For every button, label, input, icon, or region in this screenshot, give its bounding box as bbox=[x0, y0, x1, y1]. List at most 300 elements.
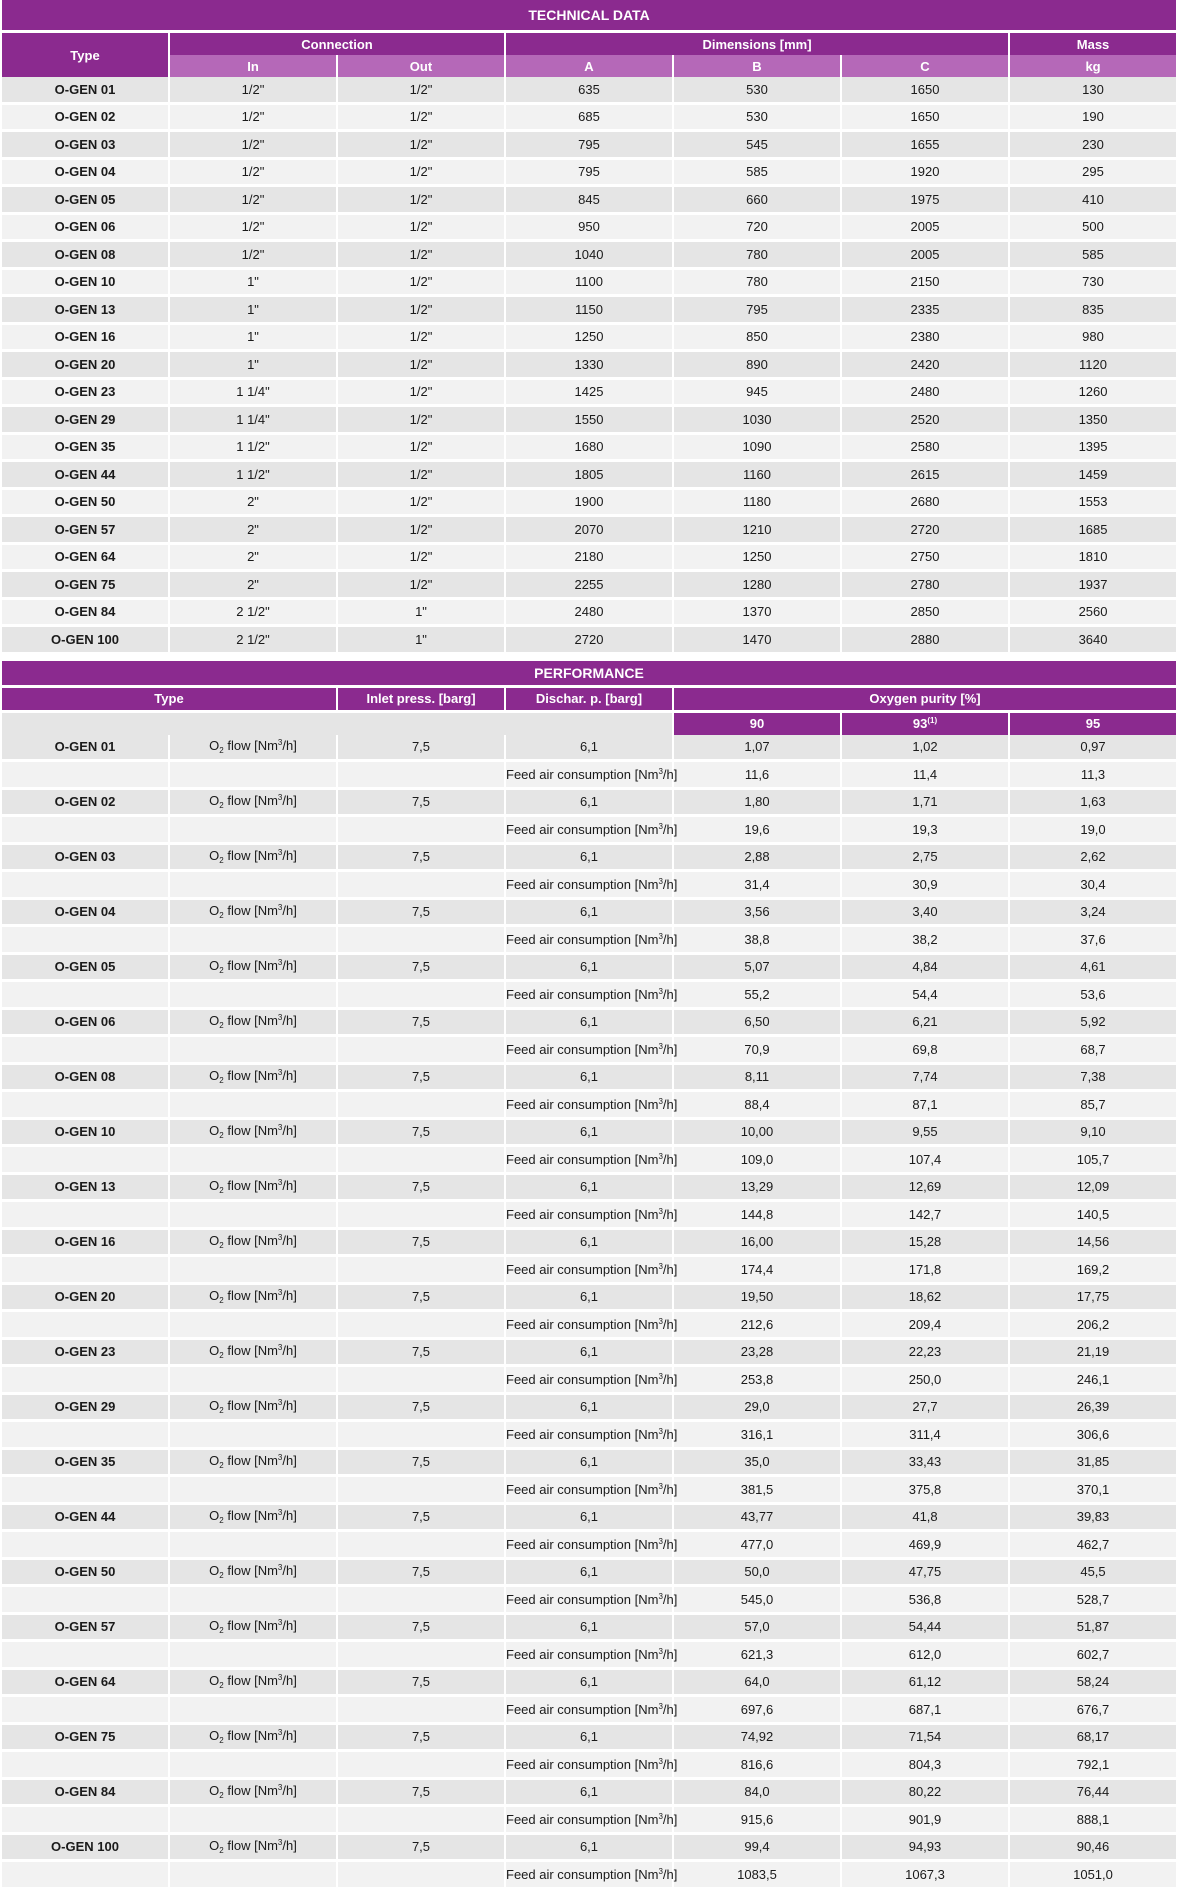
empty-cell bbox=[2, 1532, 168, 1557]
o2-flow-label: $O_2$ flow [Nm$^3$/h] bbox=[170, 1010, 336, 1035]
perf-type-cell: O-GEN 08 bbox=[2, 1065, 168, 1090]
empty-cell bbox=[2, 1257, 168, 1282]
o2-value-cell: 99,4 bbox=[674, 1835, 840, 1860]
table-row bbox=[2, 1175, 1176, 1200]
c-cell: 2480 bbox=[842, 380, 1008, 405]
o2-value-cell: 64,0 bbox=[674, 1670, 840, 1695]
type-cell: O-GEN 100 bbox=[2, 627, 168, 652]
o2-value-cell: 3,24 bbox=[1010, 900, 1176, 925]
empty-cell bbox=[170, 1532, 336, 1557]
in-cell: 1/2" bbox=[170, 77, 336, 102]
o2-flow-label: $O_2$ flow [Nm$^3$/h] bbox=[170, 1285, 336, 1310]
o2-value-cell: 61,12 bbox=[842, 1670, 1008, 1695]
o2-value-cell: 47,75 bbox=[842, 1560, 1008, 1585]
table-row bbox=[2, 1807, 1176, 1832]
feed-value-cell: 209,4 bbox=[842, 1312, 1008, 1337]
o2-value-cell: 41,8 bbox=[842, 1505, 1008, 1530]
type-cell: O-GEN 04 bbox=[2, 160, 168, 185]
in-cell: 2" bbox=[170, 545, 336, 570]
perf-type-cell: O-GEN 20 bbox=[2, 1285, 168, 1310]
empty-cell bbox=[338, 1037, 504, 1062]
a-cell: 845 bbox=[506, 187, 672, 212]
out-cell: 1/2" bbox=[338, 242, 504, 267]
discharge-cell: 6,1 bbox=[506, 1835, 672, 1860]
feed-air-label: Feed air consumption [Nm$^3$/h] bbox=[506, 927, 672, 952]
o2-value-cell: 33,43 bbox=[842, 1450, 1008, 1475]
table-row bbox=[2, 1450, 1176, 1475]
mass-cell: 1260 bbox=[1010, 380, 1176, 405]
table-row bbox=[2, 1780, 1176, 1805]
feed-value-cell: 19,6 bbox=[674, 817, 840, 842]
perf-type-cell: O-GEN 35 bbox=[2, 1450, 168, 1475]
o2-value-cell: 39,83 bbox=[1010, 1505, 1176, 1530]
perf-type-cell: O-GEN 04 bbox=[2, 900, 168, 925]
empty-cell bbox=[170, 1587, 336, 1612]
perf-type-cell: O-GEN 16 bbox=[2, 1230, 168, 1255]
empty-cell bbox=[338, 762, 504, 787]
table-row bbox=[2, 845, 1176, 870]
feed-value-cell: 621,3 bbox=[674, 1642, 840, 1667]
performance-title: PERFORMANCE bbox=[2, 661, 1176, 685]
table-row bbox=[2, 1505, 1176, 1530]
discharge-cell: 6,1 bbox=[506, 735, 672, 760]
feed-air-label: Feed air consumption [Nm$^3$/h] bbox=[506, 1642, 672, 1667]
mass-cell: 410 bbox=[1010, 187, 1176, 212]
o2-flow-label: $O_2$ flow [Nm$^3$/h] bbox=[170, 1340, 336, 1365]
table-row bbox=[2, 1147, 1176, 1172]
mass-cell: 1350 bbox=[1010, 407, 1176, 432]
a-cell: 1805 bbox=[506, 462, 672, 487]
o2-value-cell: 43,77 bbox=[674, 1505, 840, 1530]
o2-value-cell: 54,44 bbox=[842, 1615, 1008, 1640]
empty-cell bbox=[2, 817, 168, 842]
o2-flow-label: $O_2$ flow [Nm$^3$/h] bbox=[170, 1395, 336, 1420]
inlet-cell: 7,5 bbox=[338, 1670, 504, 1695]
c-cell: 1920 bbox=[842, 160, 1008, 185]
in-cell: 1/2" bbox=[170, 215, 336, 240]
o2-value-cell: 29,0 bbox=[674, 1395, 840, 1420]
inlet-cell: 7,5 bbox=[338, 1615, 504, 1640]
o2-value-cell: 68,17 bbox=[1010, 1725, 1176, 1750]
feed-value-cell: 11,4 bbox=[842, 762, 1008, 787]
discharge-cell: 6,1 bbox=[506, 1285, 672, 1310]
table-row bbox=[2, 1835, 1176, 1860]
b-cell: 720 bbox=[674, 215, 840, 240]
table-row bbox=[2, 600, 1176, 625]
table-row bbox=[2, 545, 1176, 570]
b-cell: 1470 bbox=[674, 627, 840, 652]
type-cell: O-GEN 44 bbox=[2, 462, 168, 487]
perf-type-cell: O-GEN 13 bbox=[2, 1175, 168, 1200]
table-row bbox=[2, 927, 1176, 952]
empty-cell bbox=[170, 872, 336, 897]
table-row bbox=[2, 1010, 1176, 1035]
table-row bbox=[2, 1037, 1176, 1062]
feed-air-label: Feed air consumption [Nm$^3$/h] bbox=[506, 1697, 672, 1722]
a-cell: 2180 bbox=[506, 545, 672, 570]
o2-value-cell: 7,74 bbox=[842, 1065, 1008, 1090]
feed-value-cell: 536,8 bbox=[842, 1587, 1008, 1612]
empty-cell bbox=[170, 1312, 336, 1337]
feed-value-cell: 87,1 bbox=[842, 1092, 1008, 1117]
feed-value-cell: 687,1 bbox=[842, 1697, 1008, 1722]
table-row bbox=[2, 462, 1176, 487]
table-row bbox=[2, 900, 1176, 925]
empty-cell bbox=[170, 762, 336, 787]
o2-value-cell: 12,69 bbox=[842, 1175, 1008, 1200]
c-cell: 2680 bbox=[842, 490, 1008, 515]
table-row bbox=[2, 1532, 1176, 1557]
perf-type-cell: O-GEN 75 bbox=[2, 1725, 168, 1750]
table-row bbox=[2, 352, 1176, 377]
feed-value-cell: 30,4 bbox=[1010, 872, 1176, 897]
table-row bbox=[2, 1367, 1176, 1392]
a-cell: 2255 bbox=[506, 572, 672, 597]
table-row bbox=[2, 1257, 1176, 1282]
feed-air-label: Feed air consumption [Nm$^3$/h] bbox=[506, 817, 672, 842]
empty-cell bbox=[170, 927, 336, 952]
type-cell: O-GEN 10 bbox=[2, 270, 168, 295]
o2-flow-label: $O_2$ flow [Nm$^3$/h] bbox=[170, 1560, 336, 1585]
feed-value-cell: 169,2 bbox=[1010, 1257, 1176, 1282]
c-cell: 2880 bbox=[842, 627, 1008, 652]
o2-value-cell: 1,80 bbox=[674, 790, 840, 815]
out-cell: 1/2" bbox=[338, 270, 504, 295]
table-row bbox=[2, 325, 1176, 350]
discharge-cell: 6,1 bbox=[506, 1230, 672, 1255]
type-cell: O-GEN 06 bbox=[2, 215, 168, 240]
feed-value-cell: 545,0 bbox=[674, 1587, 840, 1612]
out-cell: 1/2" bbox=[338, 297, 504, 322]
o2-value-cell: 1,02 bbox=[842, 735, 1008, 760]
feed-air-label: Feed air consumption [Nm$^3$/h] bbox=[506, 1202, 672, 1227]
table-row bbox=[2, 297, 1176, 322]
empty-cell bbox=[170, 1147, 336, 1172]
inlet-cell: 7,5 bbox=[338, 1835, 504, 1860]
table-row bbox=[2, 270, 1176, 295]
feed-value-cell: 306,6 bbox=[1010, 1422, 1176, 1447]
feed-value-cell: 31,4 bbox=[674, 872, 840, 897]
o2-value-cell: 2,62 bbox=[1010, 845, 1176, 870]
empty-cell bbox=[2, 1092, 168, 1117]
o2-value-cell: 26,39 bbox=[1010, 1395, 1176, 1420]
empty-cell bbox=[338, 1092, 504, 1117]
o2-value-cell: 74,92 bbox=[674, 1725, 840, 1750]
o2-value-cell: 5,07 bbox=[674, 955, 840, 980]
perf-inlet-header: Inlet press. [barg] bbox=[338, 688, 504, 710]
empty-cell bbox=[338, 927, 504, 952]
o2-value-cell: 94,93 bbox=[842, 1835, 1008, 1860]
feed-air-label: Feed air consumption [Nm$^3$/h] bbox=[506, 1092, 672, 1117]
perf-type-cell: O-GEN 06 bbox=[2, 1010, 168, 1035]
perf-type-header: Type bbox=[2, 688, 336, 710]
o2-value-cell: 31,85 bbox=[1010, 1450, 1176, 1475]
out-cell: 1/2" bbox=[338, 545, 504, 570]
feed-value-cell: 477,0 bbox=[674, 1532, 840, 1557]
inlet-cell: 7,5 bbox=[338, 1175, 504, 1200]
o2-flow-label: $O_2$ flow [Nm$^3$/h] bbox=[170, 1505, 336, 1530]
out-cell: 1/2" bbox=[338, 77, 504, 102]
table-row bbox=[2, 572, 1176, 597]
empty-cell bbox=[170, 817, 336, 842]
col-c-header: C bbox=[842, 55, 1008, 77]
feed-value-cell: 30,9 bbox=[842, 872, 1008, 897]
feed-value-cell: 69,8 bbox=[842, 1037, 1008, 1062]
discharge-cell: 6,1 bbox=[506, 1395, 672, 1420]
perf-type-cell: O-GEN 02 bbox=[2, 790, 168, 815]
b-cell: 545 bbox=[674, 132, 840, 157]
mass-cell: 190 bbox=[1010, 105, 1176, 130]
empty-cell bbox=[338, 1862, 504, 1887]
technical-data-title: TECHNICAL DATA bbox=[2, 0, 1176, 30]
discharge-cell: 6,1 bbox=[506, 1670, 672, 1695]
empty-cell bbox=[2, 1697, 168, 1722]
discharge-cell: 6,1 bbox=[506, 1175, 672, 1200]
feed-value-cell: 53,6 bbox=[1010, 982, 1176, 1007]
feed-value-cell: 697,6 bbox=[674, 1697, 840, 1722]
technical-data-table bbox=[0, 0, 1178, 655]
col-dimensions-header: Dimensions [mm] bbox=[506, 33, 1008, 55]
col-type-header: Type bbox=[2, 33, 168, 77]
feed-value-cell: 311,4 bbox=[842, 1422, 1008, 1447]
empty-cell bbox=[2, 1862, 168, 1887]
out-cell: 1/2" bbox=[338, 462, 504, 487]
col-b-header: B bbox=[674, 55, 840, 77]
empty-cell bbox=[170, 1807, 336, 1832]
feed-value-cell: 250,0 bbox=[842, 1367, 1008, 1392]
in-cell: 1" bbox=[170, 352, 336, 377]
a-cell: 1425 bbox=[506, 380, 672, 405]
o2-flow-label: $O_2$ flow [Nm$^3$/h] bbox=[170, 1065, 336, 1090]
inlet-cell: 7,5 bbox=[338, 790, 504, 815]
b-cell: 1280 bbox=[674, 572, 840, 597]
o2-value-cell: 80,22 bbox=[842, 1780, 1008, 1805]
table-row bbox=[2, 132, 1176, 157]
o2-value-cell: 3,56 bbox=[674, 900, 840, 925]
o2-value-cell: 1,63 bbox=[1010, 790, 1176, 815]
feed-value-cell: 11,6 bbox=[674, 762, 840, 787]
in-cell: 1" bbox=[170, 270, 336, 295]
empty-cell bbox=[338, 982, 504, 1007]
type-cell: O-GEN 13 bbox=[2, 297, 168, 322]
b-cell: 890 bbox=[674, 352, 840, 377]
empty-cell bbox=[2, 762, 168, 787]
in-cell: 2" bbox=[170, 517, 336, 542]
o2-flow-label: $O_2$ flow [Nm$^3$/h] bbox=[170, 790, 336, 815]
a-cell: 2070 bbox=[506, 517, 672, 542]
empty-cell bbox=[338, 1807, 504, 1832]
table-row bbox=[2, 1312, 1176, 1337]
mass-cell: 1395 bbox=[1010, 435, 1176, 460]
feed-value-cell: 142,7 bbox=[842, 1202, 1008, 1227]
perf-subheader-blank bbox=[2, 713, 672, 735]
empty-cell bbox=[2, 982, 168, 1007]
out-cell: 1/2" bbox=[338, 215, 504, 240]
feed-value-cell: 462,7 bbox=[1010, 1532, 1176, 1557]
inlet-cell: 7,5 bbox=[338, 1120, 504, 1145]
o2-value-cell: 4,84 bbox=[842, 955, 1008, 980]
perf-purity-header: Oxygen purity [%] bbox=[674, 688, 1176, 710]
feed-value-cell: 38,2 bbox=[842, 927, 1008, 952]
c-cell: 2150 bbox=[842, 270, 1008, 295]
feed-value-cell: 140,5 bbox=[1010, 1202, 1176, 1227]
table-row bbox=[2, 1340, 1176, 1365]
col-connection-header: Connection bbox=[170, 33, 504, 55]
feed-value-cell: 901,9 bbox=[842, 1807, 1008, 1832]
table-row bbox=[2, 1285, 1176, 1310]
perf-type-cell: O-GEN 29 bbox=[2, 1395, 168, 1420]
c-cell: 2335 bbox=[842, 297, 1008, 322]
feed-value-cell: 792,1 bbox=[1010, 1752, 1176, 1777]
inlet-cell: 7,5 bbox=[338, 845, 504, 870]
mass-cell: 295 bbox=[1010, 160, 1176, 185]
in-cell: 2" bbox=[170, 490, 336, 515]
feed-value-cell: 174,4 bbox=[674, 1257, 840, 1282]
o2-value-cell: 3,40 bbox=[842, 900, 1008, 925]
feed-air-label: Feed air consumption [Nm$^3$/h] bbox=[506, 1477, 672, 1502]
discharge-cell: 6,1 bbox=[506, 1615, 672, 1640]
empty-cell bbox=[338, 1752, 504, 1777]
discharge-cell: 6,1 bbox=[506, 900, 672, 925]
empty-cell bbox=[170, 982, 336, 1007]
empty-cell bbox=[2, 872, 168, 897]
o2-flow-label: $O_2$ flow [Nm$^3$/h] bbox=[170, 1725, 336, 1750]
b-cell: 1180 bbox=[674, 490, 840, 515]
empty-cell bbox=[338, 1477, 504, 1502]
feed-value-cell: 469,9 bbox=[842, 1532, 1008, 1557]
feed-value-cell: 206,2 bbox=[1010, 1312, 1176, 1337]
a-cell: 1040 bbox=[506, 242, 672, 267]
type-cell: O-GEN 01 bbox=[2, 77, 168, 102]
b-cell: 530 bbox=[674, 105, 840, 130]
empty-cell bbox=[338, 1697, 504, 1722]
o2-value-cell: 84,0 bbox=[674, 1780, 840, 1805]
feed-value-cell: 70,9 bbox=[674, 1037, 840, 1062]
o2-value-cell: 2,75 bbox=[842, 845, 1008, 870]
inlet-cell: 7,5 bbox=[338, 1505, 504, 1530]
col-in-header: In bbox=[170, 55, 336, 77]
table-row bbox=[2, 1670, 1176, 1695]
table-row bbox=[2, 1587, 1176, 1612]
type-cell: O-GEN 20 bbox=[2, 352, 168, 377]
inlet-cell: 7,5 bbox=[338, 1010, 504, 1035]
feed-value-cell: 107,4 bbox=[842, 1147, 1008, 1172]
a-cell: 685 bbox=[506, 105, 672, 130]
c-cell: 1655 bbox=[842, 132, 1008, 157]
feed-air-label: Feed air consumption [Nm$^3$/h] bbox=[506, 1807, 672, 1832]
feed-air-label: Feed air consumption [Nm$^3$/h] bbox=[506, 1532, 672, 1557]
in-cell: 1 1/2" bbox=[170, 435, 336, 460]
feed-value-cell: 375,8 bbox=[842, 1477, 1008, 1502]
feed-value-cell: 171,8 bbox=[842, 1257, 1008, 1282]
empty-cell bbox=[338, 872, 504, 897]
feed-value-cell: 88,4 bbox=[674, 1092, 840, 1117]
feed-value-cell: 370,1 bbox=[1010, 1477, 1176, 1502]
a-cell: 1100 bbox=[506, 270, 672, 295]
o2-flow-label: $O_2$ flow [Nm$^3$/h] bbox=[170, 1835, 336, 1860]
type-cell: O-GEN 05 bbox=[2, 187, 168, 212]
b-cell: 1210 bbox=[674, 517, 840, 542]
feed-air-label: Feed air consumption [Nm$^3$/h] bbox=[506, 1752, 672, 1777]
out-cell: 1/2" bbox=[338, 187, 504, 212]
out-cell: 1/2" bbox=[338, 352, 504, 377]
table-row bbox=[2, 215, 1176, 240]
feed-air-label: Feed air consumption [Nm$^3$/h] bbox=[506, 1147, 672, 1172]
table-row bbox=[2, 242, 1176, 267]
perf-type-cell: O-GEN 01 bbox=[2, 735, 168, 760]
o2-flow-label: $O_2$ flow [Nm$^3$/h] bbox=[170, 1450, 336, 1475]
out-cell: 1/2" bbox=[338, 435, 504, 460]
o2-value-cell: 16,00 bbox=[674, 1230, 840, 1255]
table-row bbox=[2, 490, 1176, 515]
a-cell: 1680 bbox=[506, 435, 672, 460]
mass-cell: 3640 bbox=[1010, 627, 1176, 652]
empty-cell bbox=[170, 1477, 336, 1502]
empty-cell bbox=[170, 1257, 336, 1282]
feed-air-label: Feed air consumption [Nm$^3$/h] bbox=[506, 1587, 672, 1612]
table-row bbox=[2, 1862, 1176, 1887]
purity-95-header: 95 bbox=[1010, 713, 1176, 735]
a-cell: 1330 bbox=[506, 352, 672, 377]
o2-flow-label: $O_2$ flow [Nm$^3$/h] bbox=[170, 1780, 336, 1805]
empty-cell bbox=[2, 1367, 168, 1392]
empty-cell bbox=[170, 1697, 336, 1722]
purity-93-header: 93$^{(1)}$ bbox=[842, 713, 1008, 735]
discharge-cell: 6,1 bbox=[506, 1725, 672, 1750]
feed-air-label: Feed air consumption [Nm$^3$/h] bbox=[506, 982, 672, 1007]
perf-type-cell: O-GEN 05 bbox=[2, 955, 168, 980]
discharge-cell: 6,1 bbox=[506, 1065, 672, 1090]
mass-cell: 130 bbox=[1010, 77, 1176, 102]
b-cell: 585 bbox=[674, 160, 840, 185]
perf-type-cell: O-GEN 50 bbox=[2, 1560, 168, 1585]
feed-air-label: Feed air consumption [Nm$^3$/h] bbox=[506, 1312, 672, 1337]
discharge-cell: 6,1 bbox=[506, 1505, 672, 1530]
empty-cell bbox=[2, 1202, 168, 1227]
table-row bbox=[2, 1642, 1176, 1667]
discharge-cell: 6,1 bbox=[506, 1120, 672, 1145]
inlet-cell: 7,5 bbox=[338, 1725, 504, 1750]
feed-value-cell: 253,8 bbox=[674, 1367, 840, 1392]
empty-cell bbox=[170, 1367, 336, 1392]
empty-cell bbox=[170, 1037, 336, 1062]
table-row bbox=[2, 1065, 1176, 1090]
table-row bbox=[2, 380, 1176, 405]
o2-value-cell: 13,29 bbox=[674, 1175, 840, 1200]
mass-cell: 1685 bbox=[1010, 517, 1176, 542]
table-row bbox=[2, 1615, 1176, 1640]
table-row bbox=[2, 1422, 1176, 1447]
b-cell: 660 bbox=[674, 187, 840, 212]
feed-air-label: Feed air consumption [Nm$^3$/h] bbox=[506, 1037, 672, 1062]
inlet-cell: 7,5 bbox=[338, 1285, 504, 1310]
a-cell: 2480 bbox=[506, 600, 672, 625]
feed-value-cell: 381,5 bbox=[674, 1477, 840, 1502]
out-cell: 1" bbox=[338, 627, 504, 652]
discharge-cell: 6,1 bbox=[506, 1780, 672, 1805]
feed-value-cell: 109,0 bbox=[674, 1147, 840, 1172]
table-row bbox=[2, 1477, 1176, 1502]
col-mass-header: Mass bbox=[1010, 33, 1176, 55]
type-cell: O-GEN 16 bbox=[2, 325, 168, 350]
table-row bbox=[2, 160, 1176, 185]
o2-value-cell: 15,28 bbox=[842, 1230, 1008, 1255]
o2-value-cell: 90,46 bbox=[1010, 1835, 1176, 1860]
o2-value-cell: 6,50 bbox=[674, 1010, 840, 1035]
o2-value-cell: 35,0 bbox=[674, 1450, 840, 1475]
in-cell: 1/2" bbox=[170, 187, 336, 212]
table-row bbox=[2, 105, 1176, 130]
